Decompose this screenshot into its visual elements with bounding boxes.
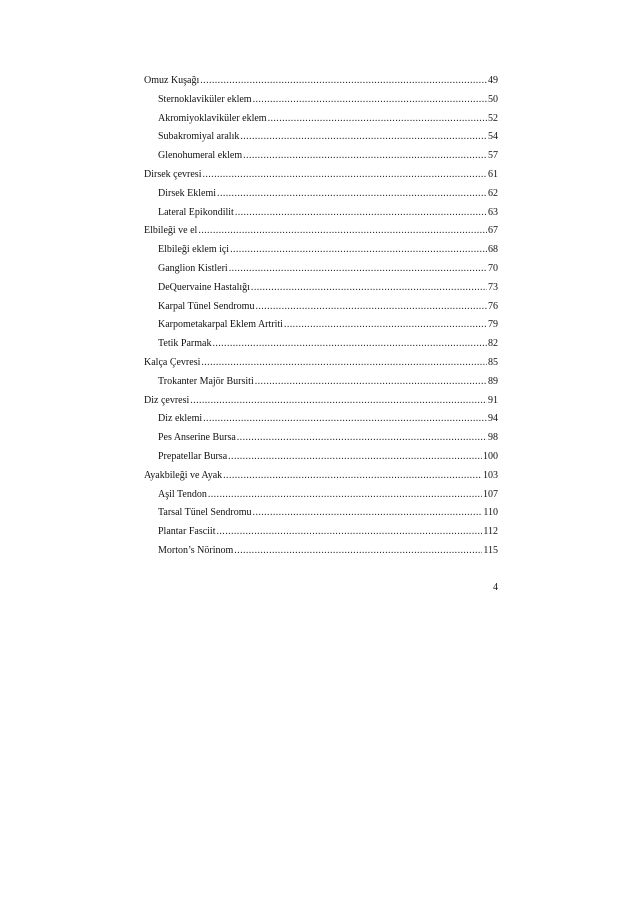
toc-entry-title: DeQuervaine Hastalığı <box>158 281 250 293</box>
toc-entry-title: Subakromiyal aralık <box>158 131 240 143</box>
toc-dot-leader <box>251 279 487 298</box>
toc-entry-dirsek-cevresi[interactable] <box>144 166 498 185</box>
toc-entry-title: Elbileği ve el <box>144 225 198 237</box>
toc-entry-title: Ayakbileği ve Ayak <box>144 469 223 481</box>
toc-entry-ganglion-kistleri[interactable] <box>144 260 498 279</box>
toc-entry-page: 85 <box>488 356 498 368</box>
toc-dot-leader <box>253 91 487 110</box>
toc-entry-title: Kalça Çevresi <box>144 356 201 368</box>
toc-entry-title: Sternoklaviküler eklem <box>158 93 252 105</box>
toc-entry-page: 98 <box>488 432 498 444</box>
toc-entry-pes-anserine-bursa[interactable] <box>144 429 498 448</box>
toc-entry-ayakbilegi-ve-ayak[interactable] <box>144 467 498 486</box>
toc-dot-leader <box>243 147 487 166</box>
toc-entry-page: 94 <box>488 413 498 425</box>
toc-entry-page: 82 <box>488 338 498 350</box>
toc-entry-page: 103 <box>483 469 498 481</box>
toc-entry-title: Karpometakarpal Eklem Artriti <box>158 319 283 331</box>
toc-entry-dirsek-eklemi[interactable] <box>144 185 498 204</box>
toc-entry-plantar-fasciit[interactable] <box>144 523 498 542</box>
toc-dot-leader <box>228 448 482 467</box>
toc-entry-elbilegi-ve-el[interactable] <box>144 222 498 241</box>
toc-dot-leader <box>217 523 483 542</box>
toc-entry-page: 115 <box>483 544 498 556</box>
toc-entry-page: 63 <box>488 206 498 218</box>
toc-dot-leader <box>255 373 487 392</box>
toc-entry-page: 107 <box>483 488 498 500</box>
toc-entry-page: 61 <box>488 168 498 180</box>
toc-entry-title: Tetik Parmak <box>158 338 212 350</box>
toc-entry-page: 76 <box>488 300 498 312</box>
toc-entry-title: Pes Anserine Bursa <box>158 432 236 444</box>
toc-entry-page: 91 <box>488 394 498 406</box>
toc-dot-leader <box>202 166 487 185</box>
toc-entry-title: Ganglion Kistleri <box>158 262 228 274</box>
toc-entry-tarsal-tunel-sendromu[interactable] <box>144 504 498 523</box>
toc-entry-omuz-kusagi[interactable] <box>144 72 498 91</box>
toc-entry-karpometakarpal-eklem-artriti[interactable] <box>144 316 498 335</box>
toc-entry-page: 57 <box>488 150 498 162</box>
toc-entry-diz-cevresi[interactable] <box>144 392 498 411</box>
table-of-contents <box>144 72 498 561</box>
toc-entry-page: 100 <box>483 450 498 462</box>
toc-entry-kalca-cevresi[interactable] <box>144 354 498 373</box>
toc-entry-page: 73 <box>488 281 498 293</box>
toc-entry-page: 62 <box>488 187 498 199</box>
toc-entry-page: 70 <box>488 262 498 274</box>
toc-entry-glenohumeral-eklem[interactable] <box>144 147 498 166</box>
toc-dot-leader <box>229 260 487 279</box>
toc-entry-sternoklavikuler-eklem[interactable] <box>144 91 498 110</box>
toc-dot-leader <box>200 72 487 91</box>
toc-entry-elbilegi-eklem-ici[interactable] <box>144 241 498 260</box>
toc-entry-lateral-epikondilit[interactable] <box>144 204 498 223</box>
toc-entry-title: Plantar Fasciit <box>158 526 216 538</box>
toc-entry-subakromiyal-aralik[interactable] <box>144 128 498 147</box>
toc-entry-prepatellar-bursa[interactable] <box>144 448 498 467</box>
toc-entry-title: Dirsek Eklemi <box>158 187 217 199</box>
toc-dot-leader <box>223 467 482 486</box>
toc-entry-title: Tarsal Tünel Sendromu <box>158 507 252 519</box>
toc-entry-title: Elbileği eklem içi <box>158 244 230 256</box>
toc-dot-leader <box>255 298 487 317</box>
toc-dot-leader <box>235 204 487 223</box>
toc-entry-page: 52 <box>488 112 498 124</box>
toc-entry-title: Morton’s Nörinom <box>158 544 234 556</box>
toc-entry-title: Diz çevresi <box>144 394 190 406</box>
toc-dot-leader <box>217 185 487 204</box>
toc-dot-leader <box>230 241 487 260</box>
toc-entry-page: 54 <box>488 131 498 143</box>
toc-dot-leader <box>240 128 487 147</box>
toc-entry-page: 50 <box>488 93 498 105</box>
toc-dot-leader <box>237 429 487 448</box>
toc-entry-dequervaine-hastaligi[interactable] <box>144 279 498 298</box>
toc-entry-title: Karpal Tünel Sendromu <box>158 300 255 312</box>
toc-entry-title: Trokanter Majör Bursiti <box>158 375 254 387</box>
toc-entry-page: 49 <box>488 75 498 86</box>
toc-entry-title: Diz eklemi <box>158 413 203 425</box>
toc-dot-leader <box>190 392 487 411</box>
toc-entry-page: 89 <box>488 375 498 387</box>
toc-entry-title: Omuz Kuşağı <box>144 75 200 86</box>
toc-entry-akromiyoklavikuler-eklem[interactable] <box>144 110 498 129</box>
toc-entry-trokanter-major-bursiti[interactable] <box>144 373 498 392</box>
toc-dot-leader <box>253 504 483 523</box>
toc-dot-leader <box>208 486 482 505</box>
toc-entry-diz-eklemi[interactable] <box>144 410 498 429</box>
toc-dot-leader <box>212 335 487 354</box>
toc-entry-title: Lateral Epikondilit <box>158 206 234 218</box>
toc-entry-page: 110 <box>483 507 498 519</box>
toc-entry-asil-tendon[interactable] <box>144 486 498 505</box>
toc-entry-title: Akromiyoklaviküler eklem <box>158 112 267 124</box>
toc-entry-page: 68 <box>488 244 498 256</box>
toc-entry-mortons-norinom[interactable] <box>144 542 498 561</box>
toc-entry-title: Dirsek çevresi <box>144 168 202 180</box>
toc-dot-leader <box>198 222 487 241</box>
toc-dot-leader <box>203 410 487 429</box>
toc-dot-leader <box>201 354 487 373</box>
toc-entry-title: Aşil Tendon <box>158 488 207 500</box>
toc-entry-karpal-tunel-sendromu[interactable] <box>144 298 498 317</box>
toc-entry-page: 67 <box>488 225 498 237</box>
toc-dot-leader <box>268 110 487 129</box>
toc-dot-leader <box>234 542 482 561</box>
toc-entry-title: Prepatellar Bursa <box>158 450 228 462</box>
page-number: 4 <box>493 582 498 593</box>
toc-entry-page: 79 <box>488 319 498 331</box>
toc-entry-tetik-parmak[interactable] <box>144 335 498 354</box>
toc-dot-leader <box>284 316 487 335</box>
toc-entry-title: Glenohumeral eklem <box>158 150 243 162</box>
toc-entry-page: 112 <box>483 526 498 538</box>
